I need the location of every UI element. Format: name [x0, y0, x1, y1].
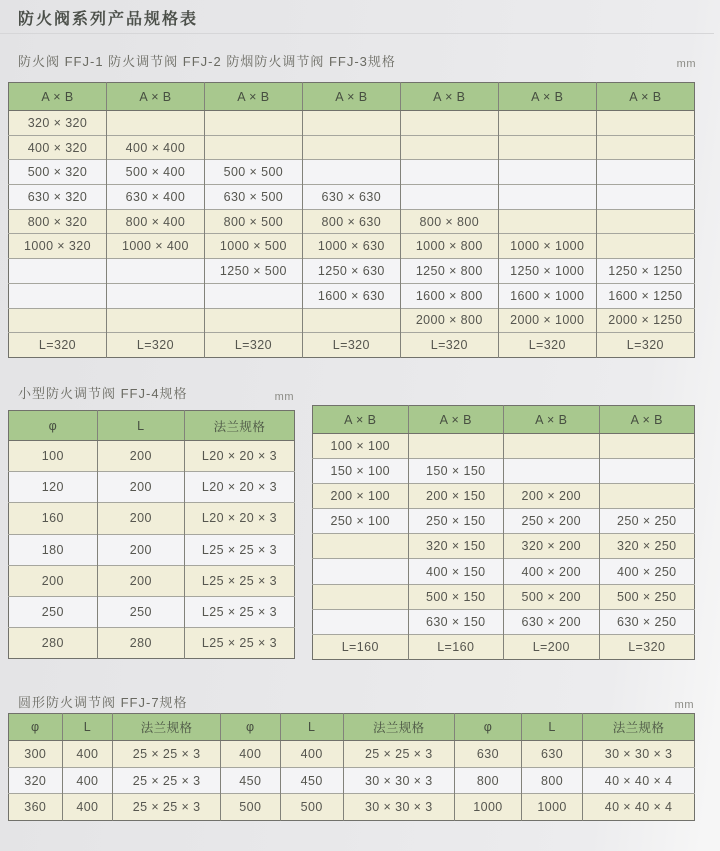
column-header: A × B [302, 83, 400, 111]
table-cell: 400 [62, 767, 113, 794]
column-header: A × B [599, 406, 695, 434]
table-row [9, 333, 695, 358]
table-cell [596, 111, 694, 136]
table-cell: L20 × 20 × 3 [184, 472, 294, 503]
table-row [9, 503, 295, 534]
table-cell: L20 × 20 × 3 [184, 503, 294, 534]
ffj1-2-3-size-table [8, 82, 695, 358]
table-cell: 500 × 200 [504, 584, 600, 609]
table-cell: 800 × 320 [9, 209, 107, 234]
table-cell: 100 × 100 [330, 439, 391, 454]
table-cell: 320 × 150 [408, 534, 504, 559]
table-cell: L25 × 25 × 3 [184, 534, 294, 565]
table-cell: 1250 × 500 [204, 259, 302, 284]
table-cell [313, 534, 409, 559]
table-row [313, 559, 695, 584]
table-cell: 1000 [454, 794, 521, 821]
table-cell: 1600 × 630 [302, 283, 400, 308]
table-row [313, 509, 695, 534]
table-cell: 320 × 200 [504, 534, 600, 559]
table-cell [504, 434, 600, 459]
table-cell: 320 × 320 [27, 115, 88, 130]
ffj4-size-table [8, 410, 295, 659]
table-cell: 630 [454, 741, 521, 768]
table-cell: 630 [522, 741, 583, 768]
table-cell: 400 × 150 [408, 559, 504, 584]
table-cell: 200 × 100 [313, 484, 409, 509]
table-cell [400, 160, 498, 185]
table-row [9, 234, 695, 259]
table-cell [504, 459, 600, 484]
table-cell: L=320 [204, 333, 302, 358]
column-header: A × B [313, 406, 409, 434]
table-cell: 400 [280, 741, 343, 768]
ffj4-ab-size-table [312, 405, 695, 660]
table-cell: 400 [62, 794, 113, 821]
table-cell: 200 [97, 565, 184, 596]
table-cell: 500 [280, 794, 343, 821]
table-row [9, 596, 295, 627]
table-cell [302, 111, 400, 136]
column-header: φ [220, 714, 280, 741]
table-cell: 450 [280, 767, 343, 794]
column-header: L [280, 714, 343, 741]
table-cell: L20 × 20 × 3 [184, 441, 294, 472]
column-header: A × B [9, 83, 107, 111]
table-cell: 1250 × 1000 [498, 259, 596, 284]
table-cell: 320 [9, 767, 63, 794]
table-cell: 40 × 40 × 4 [583, 767, 695, 794]
table-cell: 800 × 400 [106, 209, 204, 234]
table-cell [9, 259, 107, 284]
table-row [9, 534, 295, 565]
table-cell: 630 × 250 [599, 609, 695, 634]
table-cell: 1000 × 800 [400, 234, 498, 259]
table-cell [596, 135, 694, 160]
table-cell [204, 135, 302, 160]
table-cell: 25 × 25 × 3 [343, 741, 454, 768]
table-cell: 2000 × 1000 [498, 308, 596, 333]
table-row [313, 609, 695, 634]
table-cell: 1000 [522, 794, 583, 821]
column-header: φ [454, 714, 521, 741]
table-row [313, 484, 695, 509]
column-header: φ [9, 714, 63, 741]
table-row [9, 628, 295, 659]
table-row [9, 794, 695, 821]
table-cell: 500 [220, 794, 280, 821]
table-cell [204, 283, 302, 308]
table-cell: 40 × 40 × 4 [583, 794, 695, 821]
table-cell: 1600 × 1000 [498, 283, 596, 308]
table-cell: 1000 × 320 [9, 234, 107, 259]
table-cell: 200 [97, 534, 184, 565]
table-cell: L=200 [504, 634, 600, 659]
table-cell: L=320 [498, 333, 596, 358]
table-cell: 360 [9, 794, 63, 821]
table-cell: 2000 × 800 [400, 308, 498, 333]
table-cell: L=320 [9, 333, 107, 358]
column-header: 法兰规格 [184, 411, 294, 441]
table-cell: L25 × 25 × 3 [184, 628, 294, 659]
table-cell [498, 135, 596, 160]
table-cell [302, 160, 400, 185]
table-cell [313, 609, 409, 634]
table-cell: 200 × 200 [504, 484, 600, 509]
table-cell: 25 × 25 × 3 [113, 794, 221, 821]
table-cell [106, 111, 204, 136]
table-cell: 500 × 320 [9, 160, 107, 185]
table-cell [313, 559, 409, 584]
table-cell: 500 × 400 [106, 160, 204, 185]
table-cell: 250 [97, 596, 184, 627]
table-cell: 1250 × 800 [400, 259, 498, 284]
table-cell: 250 × 250 [599, 509, 695, 534]
table-cell: L=320 [596, 333, 694, 358]
table-cell [204, 308, 302, 333]
table-cell: 200 [9, 565, 98, 596]
table-cell [498, 209, 596, 234]
table-cell: 400 × 250 [599, 559, 695, 584]
section3-label: 圆形防火调节阀 FFJ-7规格 [18, 695, 188, 710]
table-cell [400, 185, 498, 210]
table-cell: 500 × 500 [204, 160, 302, 185]
table-cell [596, 160, 694, 185]
table-cell: 250 × 200 [504, 509, 600, 534]
table-row [9, 160, 695, 185]
table-cell: L=320 [106, 333, 204, 358]
table-cell: 630 × 400 [106, 185, 204, 210]
table-cell: L=320 [302, 333, 400, 358]
table-row [9, 111, 695, 136]
title-divider [0, 33, 714, 34]
table-cell: 1600 × 1250 [596, 283, 694, 308]
table-cell [400, 111, 498, 136]
table-row [313, 434, 695, 459]
table-cell: 2000 × 1250 [596, 308, 694, 333]
column-header: A × B [504, 406, 600, 434]
section1-label: 防火阀 FFJ-1 防火调节阀 FFJ-2 防烟防火调节阀 FFJ-3规格 [18, 54, 396, 69]
table-cell: 630 × 630 [302, 185, 400, 210]
table-cell: 1000 × 1000 [498, 234, 596, 259]
table-cell [302, 308, 400, 333]
table-cell: 630 × 320 [9, 185, 107, 210]
table-cell [9, 283, 107, 308]
column-header: A × B [400, 83, 498, 111]
table-cell: 150 × 150 [408, 459, 504, 484]
table-row [9, 441, 295, 472]
table-cell: 800 × 500 [204, 209, 302, 234]
table-cell: 1250 × 1250 [596, 259, 694, 284]
table-cell: 800 × 800 [400, 209, 498, 234]
table-cell: 100 [41, 449, 64, 464]
table-row [9, 308, 695, 333]
column-header: 法兰规格 [583, 714, 695, 741]
table-row [313, 459, 695, 484]
column-header: A × B [498, 83, 596, 111]
table-cell: 150 × 100 [313, 459, 409, 484]
table-cell: 1250 × 630 [302, 259, 400, 284]
column-header: A × B [204, 83, 302, 111]
table-cell: 400 [220, 741, 280, 768]
table-cell: 400 [62, 741, 113, 768]
table-row [9, 565, 295, 596]
table-cell: 800 × 630 [302, 209, 400, 234]
table-row [9, 472, 295, 503]
table-cell: 400 × 200 [504, 559, 600, 584]
table-cell [313, 584, 409, 609]
column-header: 法兰规格 [343, 714, 454, 741]
table-cell: 200 × 150 [408, 484, 504, 509]
table-cell [106, 259, 204, 284]
table-cell: 25 × 25 × 3 [113, 741, 221, 768]
table-cell: 160 [9, 503, 98, 534]
table-row [313, 534, 695, 559]
column-header: A × B [408, 406, 504, 434]
table-cell: 500 × 150 [408, 584, 504, 609]
table-cell: 300 [24, 746, 47, 761]
table-row [313, 584, 695, 609]
column-header: A × B [106, 83, 204, 111]
table-cell: 1600 × 800 [400, 283, 498, 308]
page-title: 防火阀系列产品规格表 [18, 11, 199, 28]
column-header: L [62, 714, 113, 741]
table-cell [400, 135, 498, 160]
table-cell: 30 × 30 × 3 [583, 741, 695, 768]
table-cell [9, 308, 107, 333]
table-cell: L=320 [400, 333, 498, 358]
header-row [9, 714, 695, 741]
table-cell: 630 × 200 [504, 609, 600, 634]
header-row [313, 406, 695, 434]
table-row [9, 185, 695, 210]
table-cell [408, 434, 504, 459]
table-cell: 280 [97, 628, 184, 659]
table-cell: 250 × 150 [408, 509, 504, 534]
header-row [9, 83, 695, 111]
table-cell: 450 [220, 767, 280, 794]
table-cell [599, 459, 695, 484]
table-cell: 500 × 250 [599, 584, 695, 609]
table-cell: 630 × 150 [408, 609, 504, 634]
table-cell: 1000 × 400 [106, 234, 204, 259]
table-cell [596, 209, 694, 234]
table-cell: 630 × 500 [204, 185, 302, 210]
table-cell: L=160 [408, 634, 504, 659]
table-cell [302, 135, 400, 160]
table-cell: L25 × 25 × 3 [184, 596, 294, 627]
table-cell [498, 111, 596, 136]
table-cell [106, 308, 204, 333]
table-cell: 200 [97, 441, 184, 472]
table-cell: L25 × 25 × 3 [184, 565, 294, 596]
table-cell: 400 × 400 [106, 135, 204, 160]
table-cell: L=320 [599, 634, 695, 659]
table-cell [498, 160, 596, 185]
table-cell: 30 × 30 × 3 [343, 794, 454, 821]
column-header: L [522, 714, 583, 741]
table-cell: L=160 [313, 634, 409, 659]
table-cell [596, 234, 694, 259]
table-cell: 30 × 30 × 3 [343, 767, 454, 794]
section3-unit-label: mm [674, 699, 694, 711]
table-cell: 250 [9, 596, 98, 627]
table-cell [498, 185, 596, 210]
table-cell: 250 × 100 [313, 509, 409, 534]
column-header: 法兰规格 [113, 714, 221, 741]
table-cell: 320 × 250 [599, 534, 695, 559]
table-row [9, 135, 695, 160]
table-cell: 200 [97, 503, 184, 534]
table-cell [599, 484, 695, 509]
table-cell: 400 × 320 [9, 135, 107, 160]
table-cell [204, 111, 302, 136]
section2-label: 小型防火调节阀 FFJ-4规格 [18, 386, 188, 401]
table-cell: 200 [97, 472, 184, 503]
table-cell: 800 [454, 767, 521, 794]
column-header: L [97, 411, 184, 441]
table-cell: 280 [9, 628, 98, 659]
section1-unit-label: mm [676, 58, 696, 70]
table-cell: 120 [9, 472, 98, 503]
header-row [9, 411, 295, 441]
section2-unit-label: mm [274, 391, 294, 403]
table-cell: 180 [9, 534, 98, 565]
column-header: A × B [596, 83, 694, 111]
table-row [9, 741, 695, 768]
table-row [9, 283, 695, 308]
table-row [9, 259, 695, 284]
table-row [313, 634, 695, 659]
table-cell [599, 434, 695, 459]
table-cell: 800 [522, 767, 583, 794]
table-cell: 1000 × 500 [204, 234, 302, 259]
table-cell [596, 185, 694, 210]
ffj7-size-table [8, 713, 695, 821]
table-cell: 1000 × 630 [302, 234, 400, 259]
table-cell [106, 283, 204, 308]
column-header: φ [9, 411, 98, 441]
table-row [9, 767, 695, 794]
table-cell: 25 × 25 × 3 [113, 767, 221, 794]
table-row [9, 209, 695, 234]
